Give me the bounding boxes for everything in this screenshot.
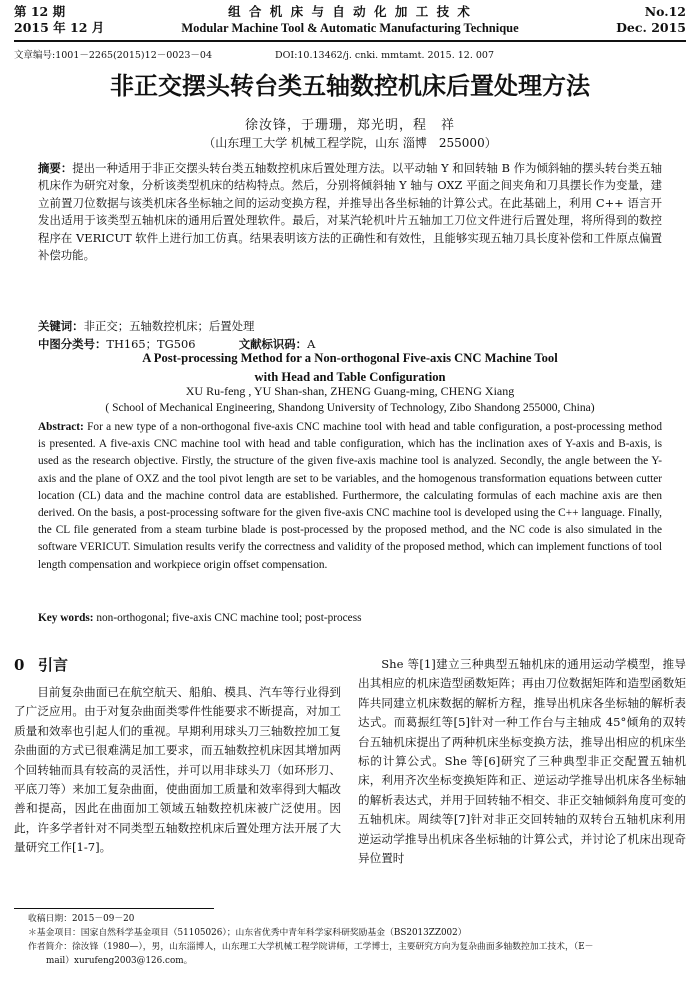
journal-header bbox=[14, 4, 686, 42]
section-heading bbox=[14, 655, 341, 675]
class-value: TH165；TG506 bbox=[106, 337, 196, 351]
column-left bbox=[14, 655, 341, 858]
doi: DOI:10.13462/j. cnki. mmtamt. 2015. 12. 007 bbox=[275, 50, 495, 61]
intro-paragraph-right: She 等[1]建立三种典型五轴机床的通用运动学模型，推导出其相应的机床造型函数矩阵；再由刀位数据矩阵和造型函数矩阵共同建立机床数据的解析方程，推导出机床各坐标轴的解析表达式。而葛振红等[5]针对一种工作台与主轴成 45°倾角的双转台五轴机床提出了两种机床坐标变换方法，推导出相应的机床坐标的计算公式。She 等[6]研究了三种典型非正交配置五轴机床，利用齐次坐标变换矩阵和正、逆运动学推导出机床各坐标轴的解析表达式，并用于回转轴不相交、非正交轴倾斜角度可变的五轴机床。周续等[7]针对非正交回转轴的双转台五轴机床利用逆运动学推导出机床各坐标轴的计算公式，并讨论了机床出现奇异位置时 bbox=[358, 657, 686, 866]
doc-code-label: 文献标识码： bbox=[238, 337, 308, 351]
fund-note: ＊基金项目：国家自然科学基金项目（51105026）；山东省优秀中青年科学家科研奖励基金（BS2013ZZ002） bbox=[28, 928, 467, 938]
paper-title-en-line2: with Head and Table Configuration bbox=[254, 370, 446, 384]
issue-cn: 第 12 期 bbox=[14, 4, 66, 19]
authors-en: XU Ru-feng , YU Shan-shan, ZHENG Guang-ming, CHENG Xiang bbox=[185, 384, 515, 398]
keywords-cn bbox=[38, 318, 662, 335]
affiliation-cn: （山东理工大学 机械工程学院，山东 淄博 255000） bbox=[203, 136, 497, 150]
class-label: 中图分类号： bbox=[38, 337, 107, 351]
section-number: 0 bbox=[14, 656, 25, 674]
footnote-divider bbox=[14, 908, 214, 909]
keywords-en bbox=[38, 610, 662, 627]
authors-cn: 徐汝锋，于珊珊，郑光明，程 祥 bbox=[244, 118, 455, 133]
header-center bbox=[134, 4, 566, 36]
header-left bbox=[14, 4, 104, 36]
keywords-en-label: Key words: bbox=[38, 612, 94, 624]
doc-code-value: A bbox=[307, 337, 316, 351]
abstract-cn-text: 提出一种适用于非正交摆头转台类五轴数控机床后置处理方法。以平动轴 Y 和回转轴 B 作为倾斜轴的摆头转台类五轴机床作为研究对象，分析该类型机床的结构特点。然后，分别将倾斜轴 Y 轴与 OXZ 平面之间夹角和刀具摆长作为变量，建立前置刀位数据与该类机床各坐标轴之间的运动变换方程，并推导出各坐标轴的计算公式。在此基础上，利用 C++ 语言开发出适用于该类型五轴机床的通用后置处理软件。最后，对某汽轮机叶片五轴加工刀位文件进行后置处理，将所得到的数控程序在 VERICUT 软件上进行加工仿真。结果表明该方法的正确性和有效性，且能够实现五轴刀具长度补偿和工件原点偏置补偿功能。 bbox=[38, 161, 662, 263]
section-title: 引言 bbox=[38, 656, 69, 674]
journal-title-en: Modular Machine Tool & Automatic Manufacturing Technique bbox=[181, 21, 519, 35]
date-cn: 2015 年 12 月 bbox=[14, 20, 105, 35]
article-meta bbox=[14, 47, 554, 61]
paper-title-cn: 非正交摆头转台类五轴数控机床后置处理方法 bbox=[110, 71, 590, 100]
abstract-cn-label: 摘要： bbox=[38, 161, 73, 175]
keywords-cn-label: 关键词： bbox=[38, 319, 84, 333]
author-bio: 作者简介：徐汝锋（1980—），男，山东淄博人，山东理工大学机械工程学院讲师，工学博士，主要研究方向为复杂曲面多轴数控加工技术，（E－ bbox=[28, 942, 594, 952]
header-right bbox=[616, 4, 686, 36]
article-number: 文章编号:1001－2265(2015)12－0023－04 bbox=[14, 50, 212, 61]
paper-title-en bbox=[0, 349, 700, 387]
abstract-en-text: For a new type of a non-orthogonal five-axis CNC machine tool with head and table configuration, a post-processing method is presented. A five-axis CNC machine tool with head and table configuration, which has the inclination axes of Y-axis and B-axis, is used as the research objective. Firstly, the structure of the given five-axis machine tool is analyzed. Secondly, the angle between the Y-axis and the plane of OXZ and the tool pivot length are set to be variables, and the homogenous transformation equations between cutter location (CL) data and the machine control data are established. Furthermore, the calculating formulas of each machine axis are then derived. On the basis, a post-processing software for the given five-axis CNC machine tool is developed using the C++ language. Finally, the CL file generated from a steam turbine blade is post-processed by the proposed method, and the NC code is also simulated in the software VERICUT. Simulation results verify the correctness and validity of the proposed method, which can implement functions of tool length compensation and workpiece origin offset compensation. bbox=[38, 421, 662, 571]
date-en: Dec. 2015 bbox=[616, 20, 686, 35]
keywords-en-text: non-orthogonal; five-axis CNC machine tool; post-process bbox=[93, 612, 362, 624]
journal-title-cn: 组 合 机 床 与 自 动 化 加 工 技 术 bbox=[228, 4, 472, 19]
abstract-en bbox=[38, 419, 662, 574]
paper-title-en-line1: A Post-processing Method for a Non-orthogonal Five-axis CNC Machine Tool bbox=[142, 351, 558, 365]
abstract-en-label: Abstract: bbox=[38, 421, 84, 433]
intro-paragraph-left: 目前复杂曲面已在航空航天、船舶、模具、汽车等行业得到了广泛应用。由于对复杂曲面类零件性能要求不断提高，对加工质量和效率也引起人们的重视。早期利用球头刀三轴数控加工复杂曲面的方式已很难满足加工要求，而五轴数控机床因其增加两个回转轴而具有较高的灵活性，并可以用非球头刀（如环形刀、平底刀等）来加工复杂曲面，使曲面加工质量和效率得到大幅改善和提高，因此在曲面加工领域五轴数控机床被广泛使用。因此，许多学者针对不同类型五轴数控机床后置处理方法开展了大量研究工作[1-7]。 bbox=[14, 685, 341, 855]
footnotes bbox=[14, 912, 686, 968]
received-date: 收稿日期：2015－09－20 bbox=[28, 914, 135, 924]
keywords-cn-text: 非正交；五轴数控机床；后置处理 bbox=[83, 319, 255, 333]
author-email: mail）xurufeng2003@126.com。 bbox=[46, 956, 193, 966]
issue-en: No.12 bbox=[644, 4, 686, 19]
affiliation-en: ( School of Mechanical Engineering, Shandong University of Technology, Zibo Shandong 255000, China) bbox=[105, 402, 595, 414]
abstract-cn bbox=[38, 160, 662, 264]
